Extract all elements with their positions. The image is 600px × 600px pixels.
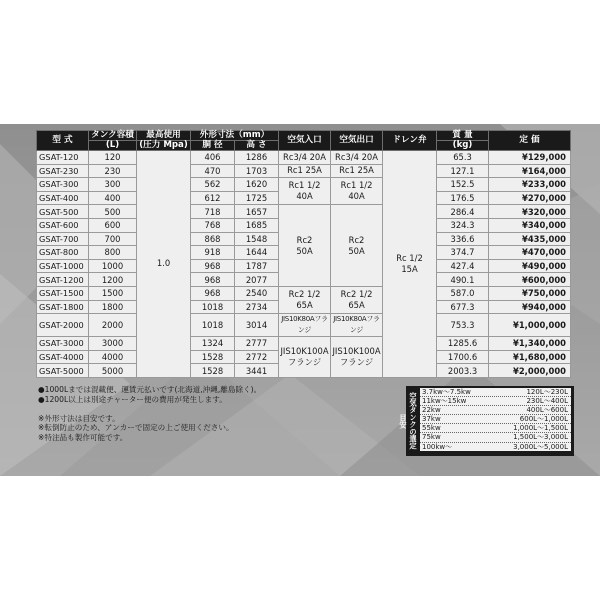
height-cell: 2734 [235, 300, 279, 314]
guide-row [420, 397, 571, 406]
note-spacer [38, 404, 368, 414]
capacity-cell: 500 [89, 205, 137, 219]
model-cell: GSAT-300 [37, 178, 89, 192]
model-cell: GSAT-4000 [37, 350, 89, 364]
guide-kw: 22kw [422, 406, 441, 415]
air-outlet-cell: Rc3/4 20A [331, 151, 383, 165]
diameter-cell: 406 [191, 151, 235, 165]
height-cell: 2077 [235, 273, 279, 287]
model-cell: GSAT-5000 [37, 364, 89, 378]
air-inlet-cell: Rc3/4 20A [279, 151, 331, 165]
air-inlet-cell: Rc2 50A [279, 205, 331, 287]
height-cell: 1644 [235, 246, 279, 260]
model-cell: GSAT-1500 [37, 286, 89, 300]
diameter-cell: 968 [191, 286, 235, 300]
height-cell: 1685 [235, 218, 279, 232]
model-cell: GSAT-700 [37, 232, 89, 246]
mass-cell: 176.5 [437, 191, 489, 205]
table-row [37, 286, 571, 300]
header-pressure-unit: (圧力 Mpa) [137, 141, 191, 151]
mass-cell: 324.3 [437, 218, 489, 232]
height-cell: 2772 [235, 350, 279, 364]
header-dimensions: 外形寸法（mm） [191, 131, 279, 141]
air-inlet-cell: JIS10K80Aフランジ [279, 314, 331, 337]
header-diameter: 胴 径 [191, 141, 235, 151]
header-mass: 質 量 [437, 131, 489, 141]
model-cell: GSAT-1000 [37, 259, 89, 273]
price-cell: ¥490,000 [489, 259, 571, 273]
price-cell: ¥233,000 [489, 178, 571, 192]
height-cell: 1787 [235, 259, 279, 273]
capacity-cell: 2000 [89, 314, 137, 337]
air-outlet-cell: Rc2 50A [331, 205, 383, 287]
price-cell: ¥940,000 [489, 300, 571, 314]
table-header-row [37, 131, 571, 141]
specification-table [36, 130, 571, 378]
height-cell: 3441 [235, 364, 279, 378]
price-cell: ¥164,000 [489, 164, 571, 178]
diameter-cell: 1018 [191, 300, 235, 314]
table-row [37, 337, 571, 351]
guide-kw: 37kw [422, 415, 441, 424]
note-line: ●1200L以上は別途チャーター便の費用が発生します。 [38, 394, 227, 404]
guide-size: 1,000L〜1,500L [513, 424, 568, 433]
model-cell: GSAT-400 [37, 191, 89, 205]
table-body [37, 151, 571, 378]
capacity-cell: 700 [89, 232, 137, 246]
model-cell: GSAT-3000 [37, 337, 89, 351]
guide-kw: 75kw [422, 433, 441, 442]
price-cell: ¥750,000 [489, 286, 571, 300]
price-cell: ¥435,000 [489, 232, 571, 246]
price-cell: ¥1,000,000 [489, 314, 571, 337]
diameter-cell: 968 [191, 273, 235, 287]
height-cell: 1725 [235, 191, 279, 205]
header-pressure: 最高使用 [137, 131, 191, 141]
guide-size: 1,500L〜3,000L [513, 433, 568, 442]
price-cell: ¥320,000 [489, 205, 571, 219]
diameter-cell: 470 [191, 164, 235, 178]
table-row [37, 314, 571, 337]
diameter-cell: 968 [191, 259, 235, 273]
height-cell: 1620 [235, 178, 279, 192]
mass-cell: 152.5 [437, 178, 489, 192]
header-capacity: タンク容積 [89, 131, 137, 141]
header-price: 定 価 [489, 131, 571, 151]
price-cell: ¥340,000 [489, 218, 571, 232]
header-capacity-unit: (L) [89, 141, 137, 151]
price-cell: ¥270,000 [489, 191, 571, 205]
model-cell: GSAT-2000 [37, 314, 89, 337]
air-outlet-cell: JIS10K100A フランジ [331, 337, 383, 378]
guide-size: 120L〜230L [526, 388, 568, 396]
mass-cell: 286.4 [437, 205, 489, 219]
notes-block [38, 385, 368, 443]
mass-cell: 336.6 [437, 232, 489, 246]
diameter-cell: 768 [191, 218, 235, 232]
capacity-cell: 4000 [89, 350, 137, 364]
guide-kw: 55kw [422, 424, 441, 433]
model-cell: GSAT-800 [37, 246, 89, 260]
mass-cell: 1700.6 [437, 350, 489, 364]
diameter-cell: 868 [191, 232, 235, 246]
capacity-cell: 400 [89, 191, 137, 205]
price-cell: ¥2,000,000 [489, 364, 571, 378]
capacity-cell: 120 [89, 151, 137, 165]
guide-size: 230L〜400L [526, 397, 568, 406]
capacity-cell: 1200 [89, 273, 137, 287]
guide-size: 400L〜600L [526, 406, 568, 415]
diameter-cell: 1528 [191, 364, 235, 378]
guide-row [420, 424, 571, 433]
capacity-cell: 1800 [89, 300, 137, 314]
guide-row [420, 415, 571, 424]
diameter-cell: 718 [191, 205, 235, 219]
diameter-cell: 1324 [191, 337, 235, 351]
model-cell: GSAT-1800 [37, 300, 89, 314]
pressure-cell: 1.0 [137, 151, 191, 378]
guide-rows [420, 388, 571, 451]
guide-row [420, 406, 571, 415]
diameter-cell: 1528 [191, 350, 235, 364]
header-drain: ドレン弁 [383, 131, 437, 151]
air-outlet-cell: JIS10K80Aフランジ [331, 314, 383, 337]
capacity-cell: 800 [89, 246, 137, 260]
guide-kw: 100kw〜 [422, 442, 453, 451]
height-cell: 1286 [235, 151, 279, 165]
note-line: ※転倒防止のため、アンカーで固定の上ご使用ください。 [38, 423, 234, 433]
mass-cell: 1285.6 [437, 337, 489, 351]
diameter-cell: 918 [191, 246, 235, 260]
mass-cell: 490.1 [437, 273, 489, 287]
guide-size: 3,000L〜5,000L [513, 442, 568, 451]
mass-cell: 2003.3 [437, 364, 489, 378]
model-cell: GSAT-600 [37, 218, 89, 232]
guide-row [420, 433, 571, 442]
height-cell: 1703 [235, 164, 279, 178]
model-cell: GSAT-230 [37, 164, 89, 178]
air-inlet-cell: JIS10K100A フランジ [279, 337, 331, 378]
mass-cell: 427.4 [437, 259, 489, 273]
capacity-cell: 300 [89, 178, 137, 192]
air-outlet-cell: Rc1 1/2 40A [331, 178, 383, 205]
note-line: ●1000Lまでは混載便、運賃元払いです(北海道,沖縄,離島除く)。 [38, 385, 262, 394]
price-cell: ¥129,000 [489, 151, 571, 165]
diameter-cell: 612 [191, 191, 235, 205]
price-cell: ¥1,340,000 [489, 337, 571, 351]
air-outlet-cell: Rc1 25A [331, 164, 383, 178]
table-row [37, 205, 571, 219]
price-cell: ¥470,000 [489, 246, 571, 260]
height-cell: 2540 [235, 286, 279, 300]
note-line: ※特注品も製作可能です。 [38, 432, 128, 442]
capacity-cell: 1500 [89, 286, 137, 300]
header-model: 型 式 [37, 131, 89, 151]
diameter-cell: 1018 [191, 314, 235, 337]
height-cell: 2777 [235, 337, 279, 351]
air-inlet-cell: Rc1 25A [279, 164, 331, 178]
capacity-cell: 600 [89, 218, 137, 232]
note-line: ※外形寸法は目安です。 [38, 413, 120, 423]
guide-row [420, 388, 571, 397]
table-row [37, 178, 571, 192]
guide-row [420, 443, 571, 451]
air-inlet-cell: Rc2 1/2 65A [279, 286, 331, 313]
height-cell: 1548 [235, 232, 279, 246]
capacity-cell: 1000 [89, 259, 137, 273]
capacity-cell: 5000 [89, 364, 137, 378]
header-air-out: 空気出口 [331, 131, 383, 151]
drain-valve-cell: Rc 1/2 15A [383, 151, 437, 378]
mass-cell: 127.1 [437, 164, 489, 178]
diameter-cell: 562 [191, 178, 235, 192]
capacity-cell: 3000 [89, 337, 137, 351]
mass-cell: 677.3 [437, 300, 489, 314]
model-cell: GSAT-1200 [37, 273, 89, 287]
air-inlet-cell: Rc1 1/2 40A [279, 178, 331, 205]
air-outlet-cell: Rc2 1/2 65A [331, 286, 383, 313]
header-air-in: 空気入口 [279, 131, 331, 151]
model-cell: GSAT-120 [37, 151, 89, 165]
model-cell: GSAT-500 [37, 205, 89, 219]
header-height: 高 さ [235, 141, 279, 151]
capacity-cell: 230 [89, 164, 137, 178]
mass-cell: 587.0 [437, 286, 489, 300]
guide-kw: 3.7kw〜7.5kw [422, 388, 471, 396]
table-row [37, 151, 571, 165]
guide-title: 空気タンクの選定目安 [399, 392, 418, 450]
price-cell: ¥600,000 [489, 273, 571, 287]
height-cell: 1657 [235, 205, 279, 219]
guide-size: 600L〜1,000L [519, 415, 568, 424]
table-row [37, 164, 571, 178]
header-mass-unit: (kg) [437, 141, 489, 151]
height-cell: 3014 [235, 314, 279, 337]
price-cell: ¥1,680,000 [489, 350, 571, 364]
mass-cell: 374.7 [437, 246, 489, 260]
mass-cell: 753.3 [437, 314, 489, 337]
mass-cell: 65.3 [437, 151, 489, 165]
guide-kw: 11kw〜15kw [422, 397, 467, 406]
tank-selection-guide [399, 386, 574, 456]
